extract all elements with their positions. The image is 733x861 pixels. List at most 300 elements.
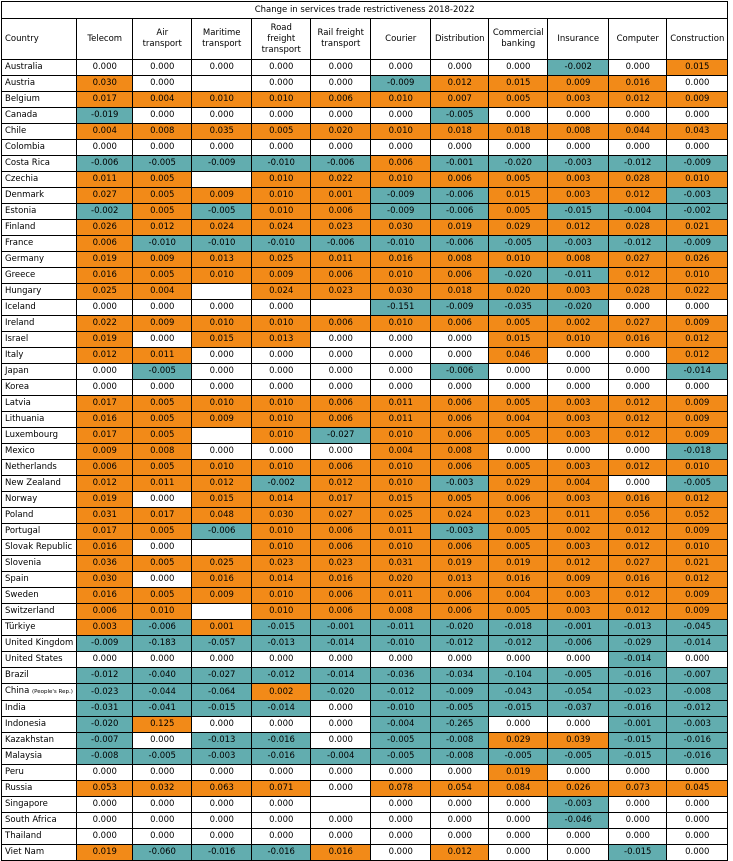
value-cell: 0.000 xyxy=(667,845,728,861)
value-cell: 0.010 xyxy=(371,92,431,108)
value-cell: 0.012 xyxy=(548,220,609,236)
country-cell xyxy=(2,92,77,108)
country-name: Poland xyxy=(5,510,34,520)
value-cell: 0.000 xyxy=(371,348,431,364)
country-cell xyxy=(2,604,77,620)
value-cell: 0.027 xyxy=(609,252,667,268)
value-cell: 0.004 xyxy=(489,588,548,604)
value-cell: 0.000 xyxy=(133,765,192,781)
value-cell: 0.078 xyxy=(371,781,431,797)
table-row xyxy=(2,124,728,140)
value-cell: 0.009 xyxy=(133,316,192,332)
value-cell: 0.006 xyxy=(311,412,371,428)
country-cell xyxy=(2,717,77,733)
table-row xyxy=(2,332,728,348)
value-cell: 0.016 xyxy=(311,845,371,861)
country-name: Slovenia xyxy=(5,558,42,568)
table-body xyxy=(2,60,728,861)
value-cell: 0.009 xyxy=(667,524,728,540)
value-cell: 0.006 xyxy=(431,428,489,444)
country-cell xyxy=(2,124,77,140)
value-cell: 0.016 xyxy=(77,540,133,556)
value-cell: 0.032 xyxy=(133,781,192,797)
value-cell: -0.014 xyxy=(311,636,371,652)
value-cell: -0.009 xyxy=(371,204,431,220)
value-cell: 0.000 xyxy=(252,444,311,460)
value-cell: 0.005 xyxy=(133,428,192,444)
column-header: Commercial banking xyxy=(489,19,548,60)
value-cell: 0.028 xyxy=(609,172,667,188)
value-cell: 0.019 xyxy=(431,556,489,572)
value-cell: -0.016 xyxy=(252,845,311,861)
value-cell: 0.004 xyxy=(77,124,133,140)
table-row xyxy=(2,684,728,701)
value-cell: 0.000 xyxy=(371,845,431,861)
value-cell: -0.008 xyxy=(77,749,133,765)
value-cell: 0.000 xyxy=(431,765,489,781)
value-cell: 0.009 xyxy=(548,572,609,588)
value-cell: 0.005 xyxy=(133,188,192,204)
value-cell: 0.000 xyxy=(431,652,489,668)
country-cell xyxy=(2,460,77,476)
value-cell: 0.000 xyxy=(77,364,133,380)
value-cell: 0.056 xyxy=(609,508,667,524)
value-cell: 0.000 xyxy=(609,476,667,492)
value-cell: 0.045 xyxy=(667,781,728,797)
value-cell: -0.006 xyxy=(311,156,371,172)
value-cell: 0.000 xyxy=(431,797,489,813)
value-cell xyxy=(192,540,252,556)
value-cell: 0.009 xyxy=(667,92,728,108)
value-cell: -0.005 xyxy=(371,733,431,749)
value-cell: -0.054 xyxy=(548,684,609,701)
table-row xyxy=(2,444,728,460)
country-cell xyxy=(2,524,77,540)
table-row xyxy=(2,620,728,636)
value-cell: 0.015 xyxy=(371,492,431,508)
value-cell: -0.003 xyxy=(192,749,252,765)
value-cell: 0.010 xyxy=(252,316,311,332)
column-header: Maritime transport xyxy=(192,19,252,60)
value-cell: -0.015 xyxy=(609,749,667,765)
value-cell: -0.014 xyxy=(252,701,311,717)
value-cell: 0.004 xyxy=(489,412,548,428)
value-cell: 0.000 xyxy=(311,108,371,124)
country-cell xyxy=(2,701,77,717)
value-cell: 0.005 xyxy=(133,204,192,220)
value-cell: 0.003 xyxy=(548,188,609,204)
value-cell: 0.016 xyxy=(311,572,371,588)
value-cell: 0.010 xyxy=(252,524,311,540)
table-row xyxy=(2,140,728,156)
value-cell: 0.000 xyxy=(252,60,311,76)
value-cell xyxy=(311,797,371,813)
table-row xyxy=(2,572,728,588)
value-cell: -0.057 xyxy=(192,636,252,652)
table-row xyxy=(2,845,728,861)
country-cell xyxy=(2,652,77,668)
country-name: New Zealand xyxy=(5,478,61,488)
value-cell: 0.025 xyxy=(371,508,431,524)
country-name: Greece xyxy=(5,270,36,280)
value-cell: 0.000 xyxy=(371,332,431,348)
value-cell: 0.000 xyxy=(192,652,252,668)
value-cell: -0.027 xyxy=(311,428,371,444)
column-header: Computer xyxy=(609,19,667,60)
table-row xyxy=(2,668,728,684)
value-cell: 0.018 xyxy=(431,284,489,300)
value-cell: 0.000 xyxy=(431,60,489,76)
value-cell: 0.008 xyxy=(431,444,489,460)
value-cell: -0.012 xyxy=(371,684,431,701)
value-cell: 0.014 xyxy=(252,492,311,508)
table-row xyxy=(2,588,728,604)
value-cell: 0.024 xyxy=(192,220,252,236)
value-cell: 0.012 xyxy=(609,588,667,604)
value-cell: 0.026 xyxy=(77,220,133,236)
value-cell: 0.005 xyxy=(431,492,489,508)
value-cell: 0.019 xyxy=(77,332,133,348)
value-cell: 0.000 xyxy=(609,829,667,845)
value-cell: 0.000 xyxy=(252,140,311,156)
value-cell: 0.010 xyxy=(252,188,311,204)
value-cell: -0.010 xyxy=(371,701,431,717)
country-name: Estonia xyxy=(5,206,37,216)
value-cell: 0.001 xyxy=(311,188,371,204)
value-cell: -0.001 xyxy=(431,156,489,172)
value-cell: 0.003 xyxy=(548,540,609,556)
value-cell: 0.000 xyxy=(371,813,431,829)
value-cell: 0.000 xyxy=(77,813,133,829)
value-cell: 0.000 xyxy=(667,76,728,92)
value-cell: 0.014 xyxy=(252,572,311,588)
value-cell: 0.010 xyxy=(133,604,192,620)
value-cell: 0.006 xyxy=(311,204,371,220)
value-cell: 0.012 xyxy=(609,188,667,204)
value-cell: 0.023 xyxy=(252,556,311,572)
value-cell: 0.016 xyxy=(371,252,431,268)
value-cell: -0.003 xyxy=(431,476,489,492)
value-cell: 0.030 xyxy=(77,76,133,92)
country-cell xyxy=(2,252,77,268)
value-cell: 0.030 xyxy=(371,284,431,300)
value-cell: 0.000 xyxy=(311,733,371,749)
value-cell: -0.006 xyxy=(311,236,371,252)
value-cell: 0.027 xyxy=(77,188,133,204)
value-cell: 0.012 xyxy=(77,348,133,364)
value-cell: -0.035 xyxy=(489,300,548,316)
value-cell: -0.006 xyxy=(431,204,489,220)
value-cell: -0.010 xyxy=(252,156,311,172)
value-cell: -0.005 xyxy=(371,749,431,765)
value-cell: 0.006 xyxy=(311,268,371,284)
value-cell: 0.000 xyxy=(667,300,728,316)
value-cell: 0.015 xyxy=(489,188,548,204)
value-cell: 0.000 xyxy=(609,364,667,380)
country-cell xyxy=(2,572,77,588)
value-cell: 0.000 xyxy=(431,380,489,396)
value-cell: 0.016 xyxy=(77,588,133,604)
country-name: Germany xyxy=(5,254,45,264)
value-cell: 0.022 xyxy=(667,284,728,300)
value-cell: -0.015 xyxy=(192,701,252,717)
value-cell: 0.010 xyxy=(252,92,311,108)
value-cell: -0.018 xyxy=(667,444,728,460)
table-row xyxy=(2,156,728,172)
value-cell: 0.010 xyxy=(192,92,252,108)
value-cell: 0.003 xyxy=(548,588,609,604)
value-cell: -0.044 xyxy=(133,684,192,701)
value-cell: -0.012 xyxy=(252,668,311,684)
value-cell: -0.014 xyxy=(667,364,728,380)
table-row xyxy=(2,733,728,749)
country-name: Singapore xyxy=(5,799,48,809)
value-cell: 0.010 xyxy=(371,540,431,556)
value-cell: -0.005 xyxy=(548,749,609,765)
value-cell: -0.009 xyxy=(77,636,133,652)
value-cell: 0.006 xyxy=(77,604,133,620)
value-cell: 0.011 xyxy=(311,252,371,268)
value-cell: 0.027 xyxy=(609,316,667,332)
value-cell: 0.000 xyxy=(431,348,489,364)
value-cell: 0.020 xyxy=(489,284,548,300)
value-cell: -0.006 xyxy=(431,364,489,380)
value-cell: 0.000 xyxy=(252,380,311,396)
column-header: Air transport xyxy=(133,19,192,60)
value-cell: 0.006 xyxy=(431,460,489,476)
value-cell: 0.000 xyxy=(489,652,548,668)
value-cell: -0.012 xyxy=(431,636,489,652)
value-cell: -0.006 xyxy=(431,236,489,252)
country-name: Finland xyxy=(5,222,36,232)
table-row xyxy=(2,540,728,556)
country-cell xyxy=(2,108,77,124)
value-cell: 0.005 xyxy=(489,524,548,540)
country-name: Kazakhstan xyxy=(5,735,54,745)
value-cell: 0.000 xyxy=(489,364,548,380)
column-header: Rail freight transport xyxy=(311,19,371,60)
value-cell: -0.008 xyxy=(431,733,489,749)
table-row xyxy=(2,556,728,572)
value-cell: 0.000 xyxy=(609,60,667,76)
value-cell: 0.006 xyxy=(311,460,371,476)
table-row xyxy=(2,652,728,668)
table-row xyxy=(2,172,728,188)
value-cell: 0.000 xyxy=(489,829,548,845)
value-cell: 0.000 xyxy=(548,765,609,781)
value-cell: -0.005 xyxy=(133,156,192,172)
country-name: Viet Nam xyxy=(5,847,45,857)
value-cell: -0.006 xyxy=(192,524,252,540)
table-row xyxy=(2,813,728,829)
value-cell: 0.009 xyxy=(133,252,192,268)
value-cell: 0.002 xyxy=(252,684,311,701)
value-cell: 0.000 xyxy=(133,300,192,316)
value-cell: 0.021 xyxy=(667,556,728,572)
value-cell: 0.000 xyxy=(311,717,371,733)
value-cell: -0.007 xyxy=(667,668,728,684)
value-cell: 0.027 xyxy=(311,508,371,524)
value-cell: 0.000 xyxy=(133,140,192,156)
table-row xyxy=(2,76,728,92)
value-cell: 0.008 xyxy=(548,124,609,140)
value-cell: -0.104 xyxy=(489,668,548,684)
country-cell xyxy=(2,268,77,284)
value-cell: 0.000 xyxy=(371,829,431,845)
value-cell: 0.006 xyxy=(311,92,371,108)
value-cell: 0.005 xyxy=(489,540,548,556)
value-cell: 0.000 xyxy=(192,348,252,364)
value-cell: -0.004 xyxy=(609,204,667,220)
country-cell xyxy=(2,636,77,652)
value-cell: -0.014 xyxy=(609,652,667,668)
country-cell xyxy=(2,316,77,332)
value-cell: 0.009 xyxy=(192,588,252,604)
value-cell: 0.000 xyxy=(192,717,252,733)
value-cell: 0.000 xyxy=(489,845,548,861)
value-cell: 0.019 xyxy=(431,220,489,236)
value-cell: 0.000 xyxy=(311,652,371,668)
value-cell: 0.024 xyxy=(252,284,311,300)
value-cell: -0.003 xyxy=(431,524,489,540)
value-cell: -0.010 xyxy=(252,236,311,252)
table-row xyxy=(2,204,728,220)
value-cell: 0.009 xyxy=(252,268,311,284)
value-cell: 0.000 xyxy=(252,765,311,781)
value-cell: 0.006 xyxy=(311,316,371,332)
value-cell: 0.011 xyxy=(371,524,431,540)
value-cell: 0.000 xyxy=(311,140,371,156)
value-cell: 0.000 xyxy=(371,364,431,380)
value-cell: 0.000 xyxy=(192,300,252,316)
value-cell: 0.000 xyxy=(192,813,252,829)
value-cell: 0.000 xyxy=(77,797,133,813)
value-cell: 0.021 xyxy=(667,220,728,236)
value-cell xyxy=(192,284,252,300)
value-cell: 0.052 xyxy=(667,508,728,524)
value-cell: 0.028 xyxy=(609,284,667,300)
value-cell: -0.001 xyxy=(609,717,667,733)
value-cell: 0.017 xyxy=(311,492,371,508)
value-cell: -0.015 xyxy=(609,733,667,749)
value-cell: 0.000 xyxy=(311,76,371,92)
value-cell: 0.000 xyxy=(133,332,192,348)
table-row xyxy=(2,492,728,508)
value-cell: 0.000 xyxy=(489,444,548,460)
value-cell: 0.000 xyxy=(609,108,667,124)
value-cell: 0.006 xyxy=(431,316,489,332)
value-cell: -0.037 xyxy=(548,701,609,717)
value-cell: 0.000 xyxy=(371,60,431,76)
value-cell: -0.016 xyxy=(252,749,311,765)
value-cell: 0.019 xyxy=(489,765,548,781)
value-cell: 0.000 xyxy=(609,380,667,396)
value-cell: 0.000 xyxy=(548,652,609,668)
value-cell: 0.125 xyxy=(133,717,192,733)
value-cell: 0.000 xyxy=(311,813,371,829)
value-cell: 0.000 xyxy=(489,797,548,813)
value-cell: -0.006 xyxy=(431,188,489,204)
value-cell: -0.151 xyxy=(371,300,431,316)
value-cell: 0.022 xyxy=(311,172,371,188)
value-cell: 0.012 xyxy=(609,428,667,444)
value-cell: 0.015 xyxy=(192,332,252,348)
value-cell: 0.009 xyxy=(548,76,609,92)
value-cell: 0.011 xyxy=(371,588,431,604)
value-cell: 0.000 xyxy=(252,829,311,845)
country-name: Chile xyxy=(5,126,27,136)
table-row xyxy=(2,717,728,733)
value-cell: 0.000 xyxy=(548,380,609,396)
value-cell: 0.000 xyxy=(548,364,609,380)
country-cell xyxy=(2,140,77,156)
value-cell: 0.011 xyxy=(371,412,431,428)
value-cell: 0.043 xyxy=(667,124,728,140)
column-header: Courier xyxy=(371,19,431,60)
country-cell xyxy=(2,60,77,76)
value-cell: 0.011 xyxy=(133,476,192,492)
value-cell: -0.183 xyxy=(133,636,192,652)
country-name: Netherlands xyxy=(5,462,57,472)
value-cell: -0.016 xyxy=(667,749,728,765)
value-cell: 0.000 xyxy=(133,60,192,76)
value-cell: -0.010 xyxy=(192,236,252,252)
value-cell: -0.012 xyxy=(609,156,667,172)
value-cell: 0.000 xyxy=(192,797,252,813)
country-cell xyxy=(2,236,77,252)
value-cell: -0.023 xyxy=(609,684,667,701)
value-cell: 0.000 xyxy=(548,444,609,460)
value-cell: 0.016 xyxy=(609,492,667,508)
value-cell: 0.006 xyxy=(431,604,489,620)
value-cell: 0.010 xyxy=(252,172,311,188)
country-name: France xyxy=(5,238,34,248)
value-cell: -0.005 xyxy=(133,749,192,765)
value-cell: -0.001 xyxy=(548,620,609,636)
country-name: Italy xyxy=(5,350,24,360)
value-cell: 0.016 xyxy=(609,76,667,92)
value-cell: 0.019 xyxy=(77,845,133,861)
table-row xyxy=(2,348,728,364)
value-cell: 0.000 xyxy=(77,829,133,845)
country-cell xyxy=(2,845,77,861)
value-cell: -0.006 xyxy=(77,156,133,172)
value-cell: 0.029 xyxy=(489,733,548,749)
table-row xyxy=(2,604,728,620)
value-cell: -0.003 xyxy=(548,236,609,252)
table-row xyxy=(2,252,728,268)
value-cell: -0.014 xyxy=(311,668,371,684)
value-cell: 0.005 xyxy=(489,396,548,412)
table-row xyxy=(2,524,728,540)
value-cell: 0.017 xyxy=(77,524,133,540)
value-cell: 0.020 xyxy=(371,572,431,588)
value-cell: -0.012 xyxy=(667,701,728,717)
country-cell xyxy=(2,781,77,797)
column-header: Road freight transport xyxy=(252,19,311,60)
country-name: Japan xyxy=(5,366,29,376)
value-cell: 0.010 xyxy=(371,268,431,284)
value-cell: 0.000 xyxy=(192,765,252,781)
value-cell: 0.000 xyxy=(667,140,728,156)
value-cell: 0.010 xyxy=(252,604,311,620)
value-cell: 0.024 xyxy=(431,508,489,524)
value-cell: 0.005 xyxy=(133,556,192,572)
value-cell: 0.020 xyxy=(311,124,371,140)
country-name: Colombia xyxy=(5,142,45,152)
value-cell: 0.006 xyxy=(371,156,431,172)
value-cell: 0.002 xyxy=(548,524,609,540)
